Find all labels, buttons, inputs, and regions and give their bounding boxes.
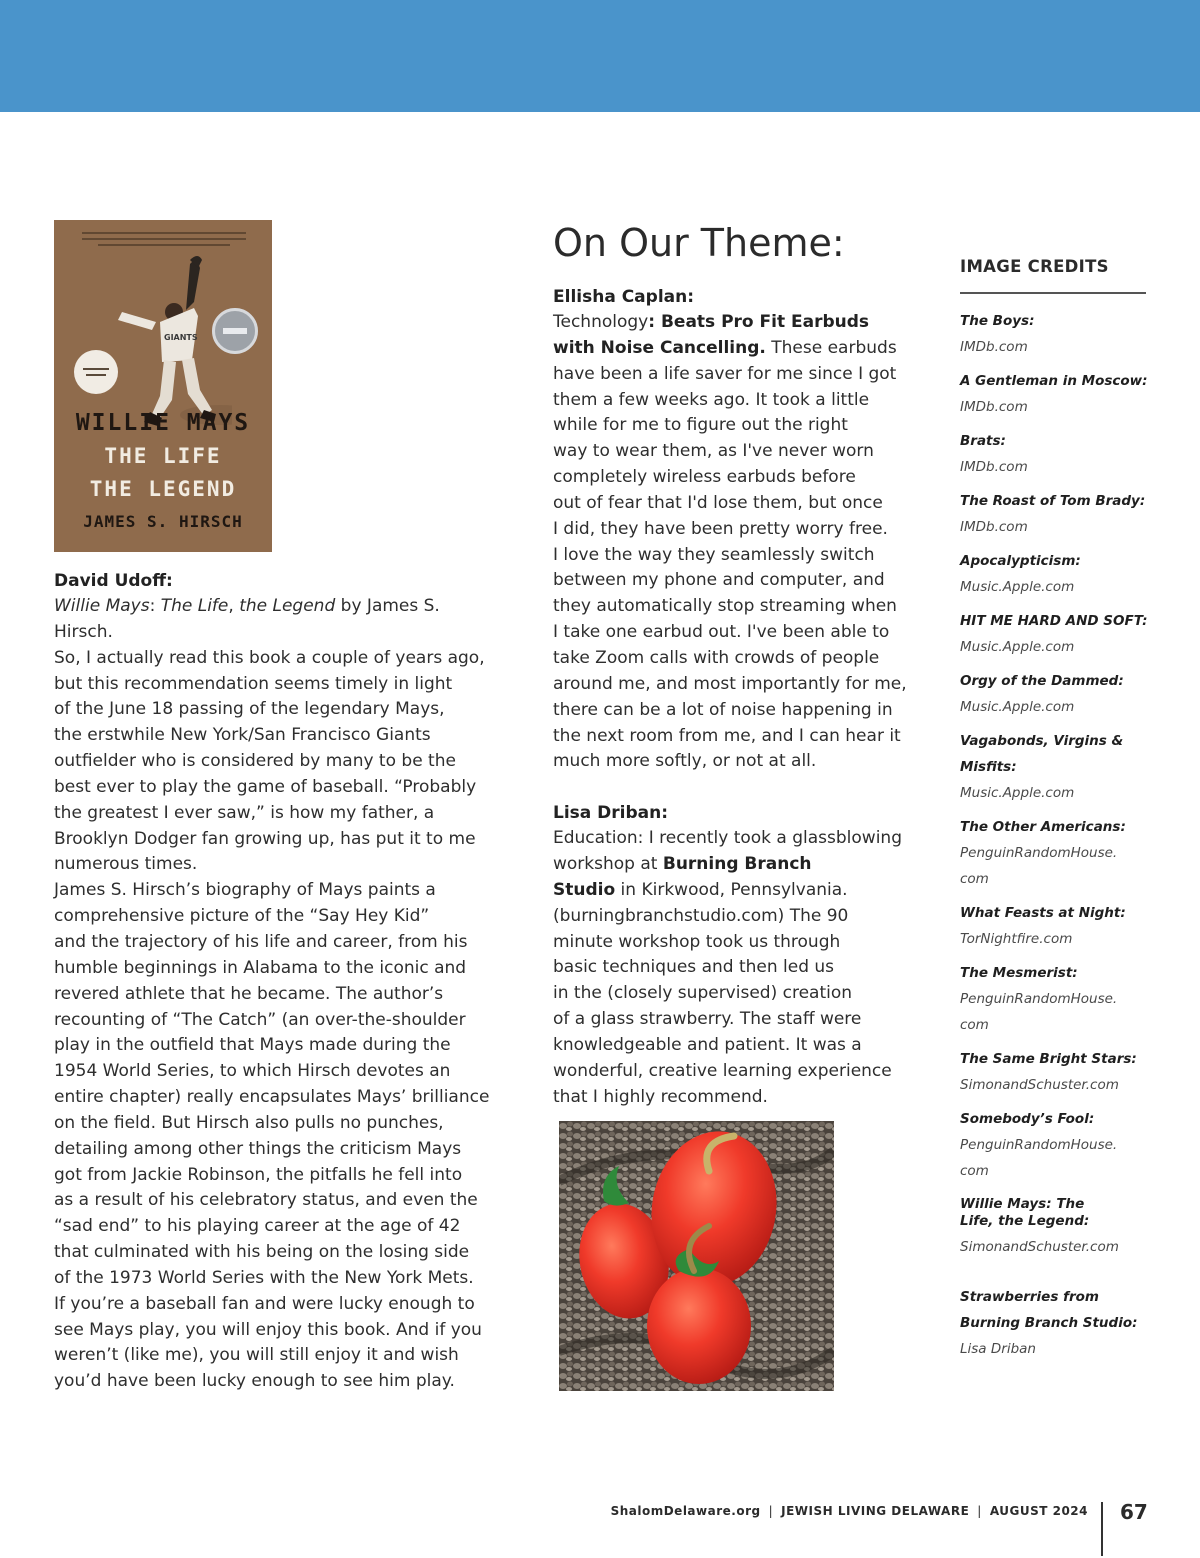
credit-title: Vagabonds, Virgins & Misfits: xyxy=(960,733,1124,775)
cover-blurb-lines xyxy=(82,232,246,252)
credit-source: Music.Apple.com xyxy=(960,785,1075,801)
credit-item xyxy=(960,900,1150,952)
credit-source: IMDb.com xyxy=(960,459,1028,475)
credit-item xyxy=(960,728,1150,806)
studio-name: Burning Branch Studio xyxy=(553,854,812,900)
credit-title: Brats: xyxy=(960,433,1006,449)
book-byline: by James S. Hirsch. xyxy=(54,596,440,642)
review-book-line xyxy=(54,594,524,646)
authorized-badge-lettering xyxy=(81,365,111,379)
credit-title: HIT ME HARD AND SOFT: xyxy=(960,613,1148,629)
credit-source: Music.Apple.com xyxy=(960,579,1075,595)
book-subtitle: the Legend xyxy=(239,596,336,616)
credit-item xyxy=(960,960,1150,1038)
credit-title: Apocalypticism: xyxy=(960,553,1081,569)
lisa-driban-review xyxy=(553,800,943,1110)
david-udoff-review xyxy=(54,568,524,1395)
footer-issue: AUGUST 2024 xyxy=(989,1504,1088,1518)
credit-title: A Gentleman in Moscow: xyxy=(960,373,1148,389)
footer-site: ShalomDelaware.org xyxy=(610,1504,761,1518)
nyt-book-review-seal xyxy=(212,308,258,354)
credit-source: SimonandSchuster.com xyxy=(960,1077,1119,1093)
baseball-player-illustration xyxy=(102,250,232,430)
credit-item xyxy=(960,1192,1150,1260)
credit-source: Music.Apple.com xyxy=(960,639,1075,655)
credit-title: Strawberries from Burning Branch Studio: xyxy=(960,1289,1138,1331)
cover-author-line: JAMES S. HIRSCH xyxy=(83,512,243,531)
cover-subtitle-line: THE LEGEND xyxy=(89,477,237,501)
credit-item xyxy=(960,428,1150,480)
review-body xyxy=(553,310,943,775)
credit-title: The Roast of Tom Brady: xyxy=(960,493,1146,509)
credit-title: Willie Mays: The Life, the Legend: xyxy=(960,1196,1090,1229)
cover-subtitle-line: THE LIFE xyxy=(104,444,222,468)
credit-source: TorNightfire.com xyxy=(960,931,1073,947)
credit-item xyxy=(960,608,1150,660)
footer-vertical-rule xyxy=(1101,1502,1103,1556)
footer-publication: JEWISH LIVING DELAWARE xyxy=(781,1504,970,1518)
reviewer-name: Lisa Driban: xyxy=(553,803,669,824)
credit-source: Lisa Driban xyxy=(960,1341,1036,1357)
review-body: So, I actually read this book a couple of years ago, but this recommendation seems timely in light of the June 18 passing of the legendary Mays, the erstwhile New York/San Francisco Giants outfielder who is considered by many to be the best ever to play the game of baseball. “Probably the greatest I ever saw,” is how my father, a Brooklyn Dodger fan growing up, has put it to me numerous times. James S. Hirsch’s biography of Mays paints a comprehensive picture of the “Say Hey Kid” and the trajectory of his life and career, from his humble beginnings in Alabama to the iconic and revered athlete that he became. The author’s recounting of “The Catch” (an over-the-shoulder play in the outfield that Mays made during the 1954 World Series, to which Hirsch devotes an entire chapter) really encapsulates Mays’ brilliance on the field. But Hirsch also pulls no punches, detailing among other things the criticism Mays got from Jackie Robinson, the pitfalls he fell into as a result of his celebratory status, and even the “sad end” to his playing career at the age of 42 that culminated with his being on the losing side of the 1973 World Series with the New York Mets. If you’re a baseball fan and were lucky enough to see Mays play, you will enjoy this book. And if you weren’t (like me), you will still enjoy it and wish you’d have been lucky enough to see him play. xyxy=(54,647,490,1392)
credit-title: The Same Bright Stars: xyxy=(960,1051,1137,1067)
cover-title-block xyxy=(54,406,272,538)
credit-item xyxy=(960,1046,1150,1098)
review-text: These earbuds have been a life saver for me since I got them a few weeks ago. It took a little while for me to figure out the right way to wear them, as I've never worn completely wireless earbuds before out of fear that I'd lose them, but once I did, they have been pretty worry free. I love the way they seamlessly switch between my phone and computer, and they automatically stop streaming when I take one earbud out. I've been able to take Zoom calls with crowds of people around me, and most importantly for me, there can be a lot of noise happening in the next room from me, and I can hear it much more softly, or not at all. xyxy=(553,337,907,772)
credit-item xyxy=(960,308,1150,360)
heading-divider xyxy=(960,292,1146,294)
glass-strawberries-photo xyxy=(559,1121,834,1391)
glass-strawberries-illustration xyxy=(559,1121,834,1391)
credit-source: PenguinRandomHouse. com xyxy=(960,1137,1118,1179)
credit-source: IMDb.com xyxy=(960,339,1028,355)
cover-title-line: WILLIE MAYS xyxy=(75,410,251,436)
image-credits-sidebar xyxy=(960,252,1150,1370)
credit-source: PenguinRandomHouse. com xyxy=(960,991,1118,1033)
authorized-badge xyxy=(74,350,118,394)
credit-item xyxy=(960,1284,1150,1362)
credit-title: Somebody’s Fool: xyxy=(960,1111,1095,1127)
credit-title: The Boys: xyxy=(960,313,1035,329)
credit-source: SimonandSchuster.com xyxy=(960,1239,1119,1255)
review-intro: Education: I recently took a glassblowing workshop at xyxy=(553,828,902,875)
credit-item xyxy=(960,814,1150,892)
review-category: Technology xyxy=(553,312,649,332)
product-name: : Beats Pro Fit Earbuds with Noise Cancelling. xyxy=(553,312,870,358)
credit-title: Orgy of the Dammed: xyxy=(960,673,1124,689)
credit-item xyxy=(960,488,1150,540)
credit-source: PenguinRandomHouse. com xyxy=(960,845,1118,887)
credit-title: What Feasts at Night: xyxy=(960,905,1126,921)
credit-title: The Mesmerist: xyxy=(960,965,1078,981)
theme-recommendations xyxy=(553,284,943,1110)
punctuation: , xyxy=(228,596,240,616)
page-footer xyxy=(611,1500,1088,1522)
book-title: Willie Mays xyxy=(54,596,150,616)
reviewer-name: David Udoff: xyxy=(54,571,173,591)
top-color-banner xyxy=(0,0,1200,112)
review-text: in Kirkwood, Pennsylvania. (burningbranchstudio.com) The 90 minute workshop took us through basic techniques and then led us in the (closely supervised) creation of a glass strawberry. The staff were knowledgeable and patient. It was a wonderful, creative learning experience that I highly recommend. xyxy=(553,879,892,1107)
review-body xyxy=(553,826,943,1110)
footer-separator: | xyxy=(768,1504,774,1518)
section-title: On Our Theme: xyxy=(553,221,845,265)
credit-item xyxy=(960,1106,1150,1184)
svg-text:GIANTS: GIANTS xyxy=(164,333,198,342)
credit-item xyxy=(960,548,1150,600)
credit-source: IMDb.com xyxy=(960,399,1028,415)
credit-title: The Other Americans: xyxy=(960,819,1126,835)
image-credits-heading: IMAGE CREDITS xyxy=(960,257,1109,276)
book-subtitle: The Life xyxy=(160,596,229,616)
credit-source: IMDb.com xyxy=(960,519,1028,535)
credit-item xyxy=(960,368,1150,420)
footer-separator: | xyxy=(977,1504,982,1518)
page-number: 67 xyxy=(1120,1500,1148,1524)
ellisha-caplan-review xyxy=(553,284,943,775)
book-cover-image xyxy=(54,220,272,552)
reviewer-name: Ellisha Caplan: xyxy=(553,287,695,307)
credit-item xyxy=(960,668,1150,720)
credit-source: Music.Apple.com xyxy=(960,699,1075,715)
punctuation: : xyxy=(149,596,161,616)
